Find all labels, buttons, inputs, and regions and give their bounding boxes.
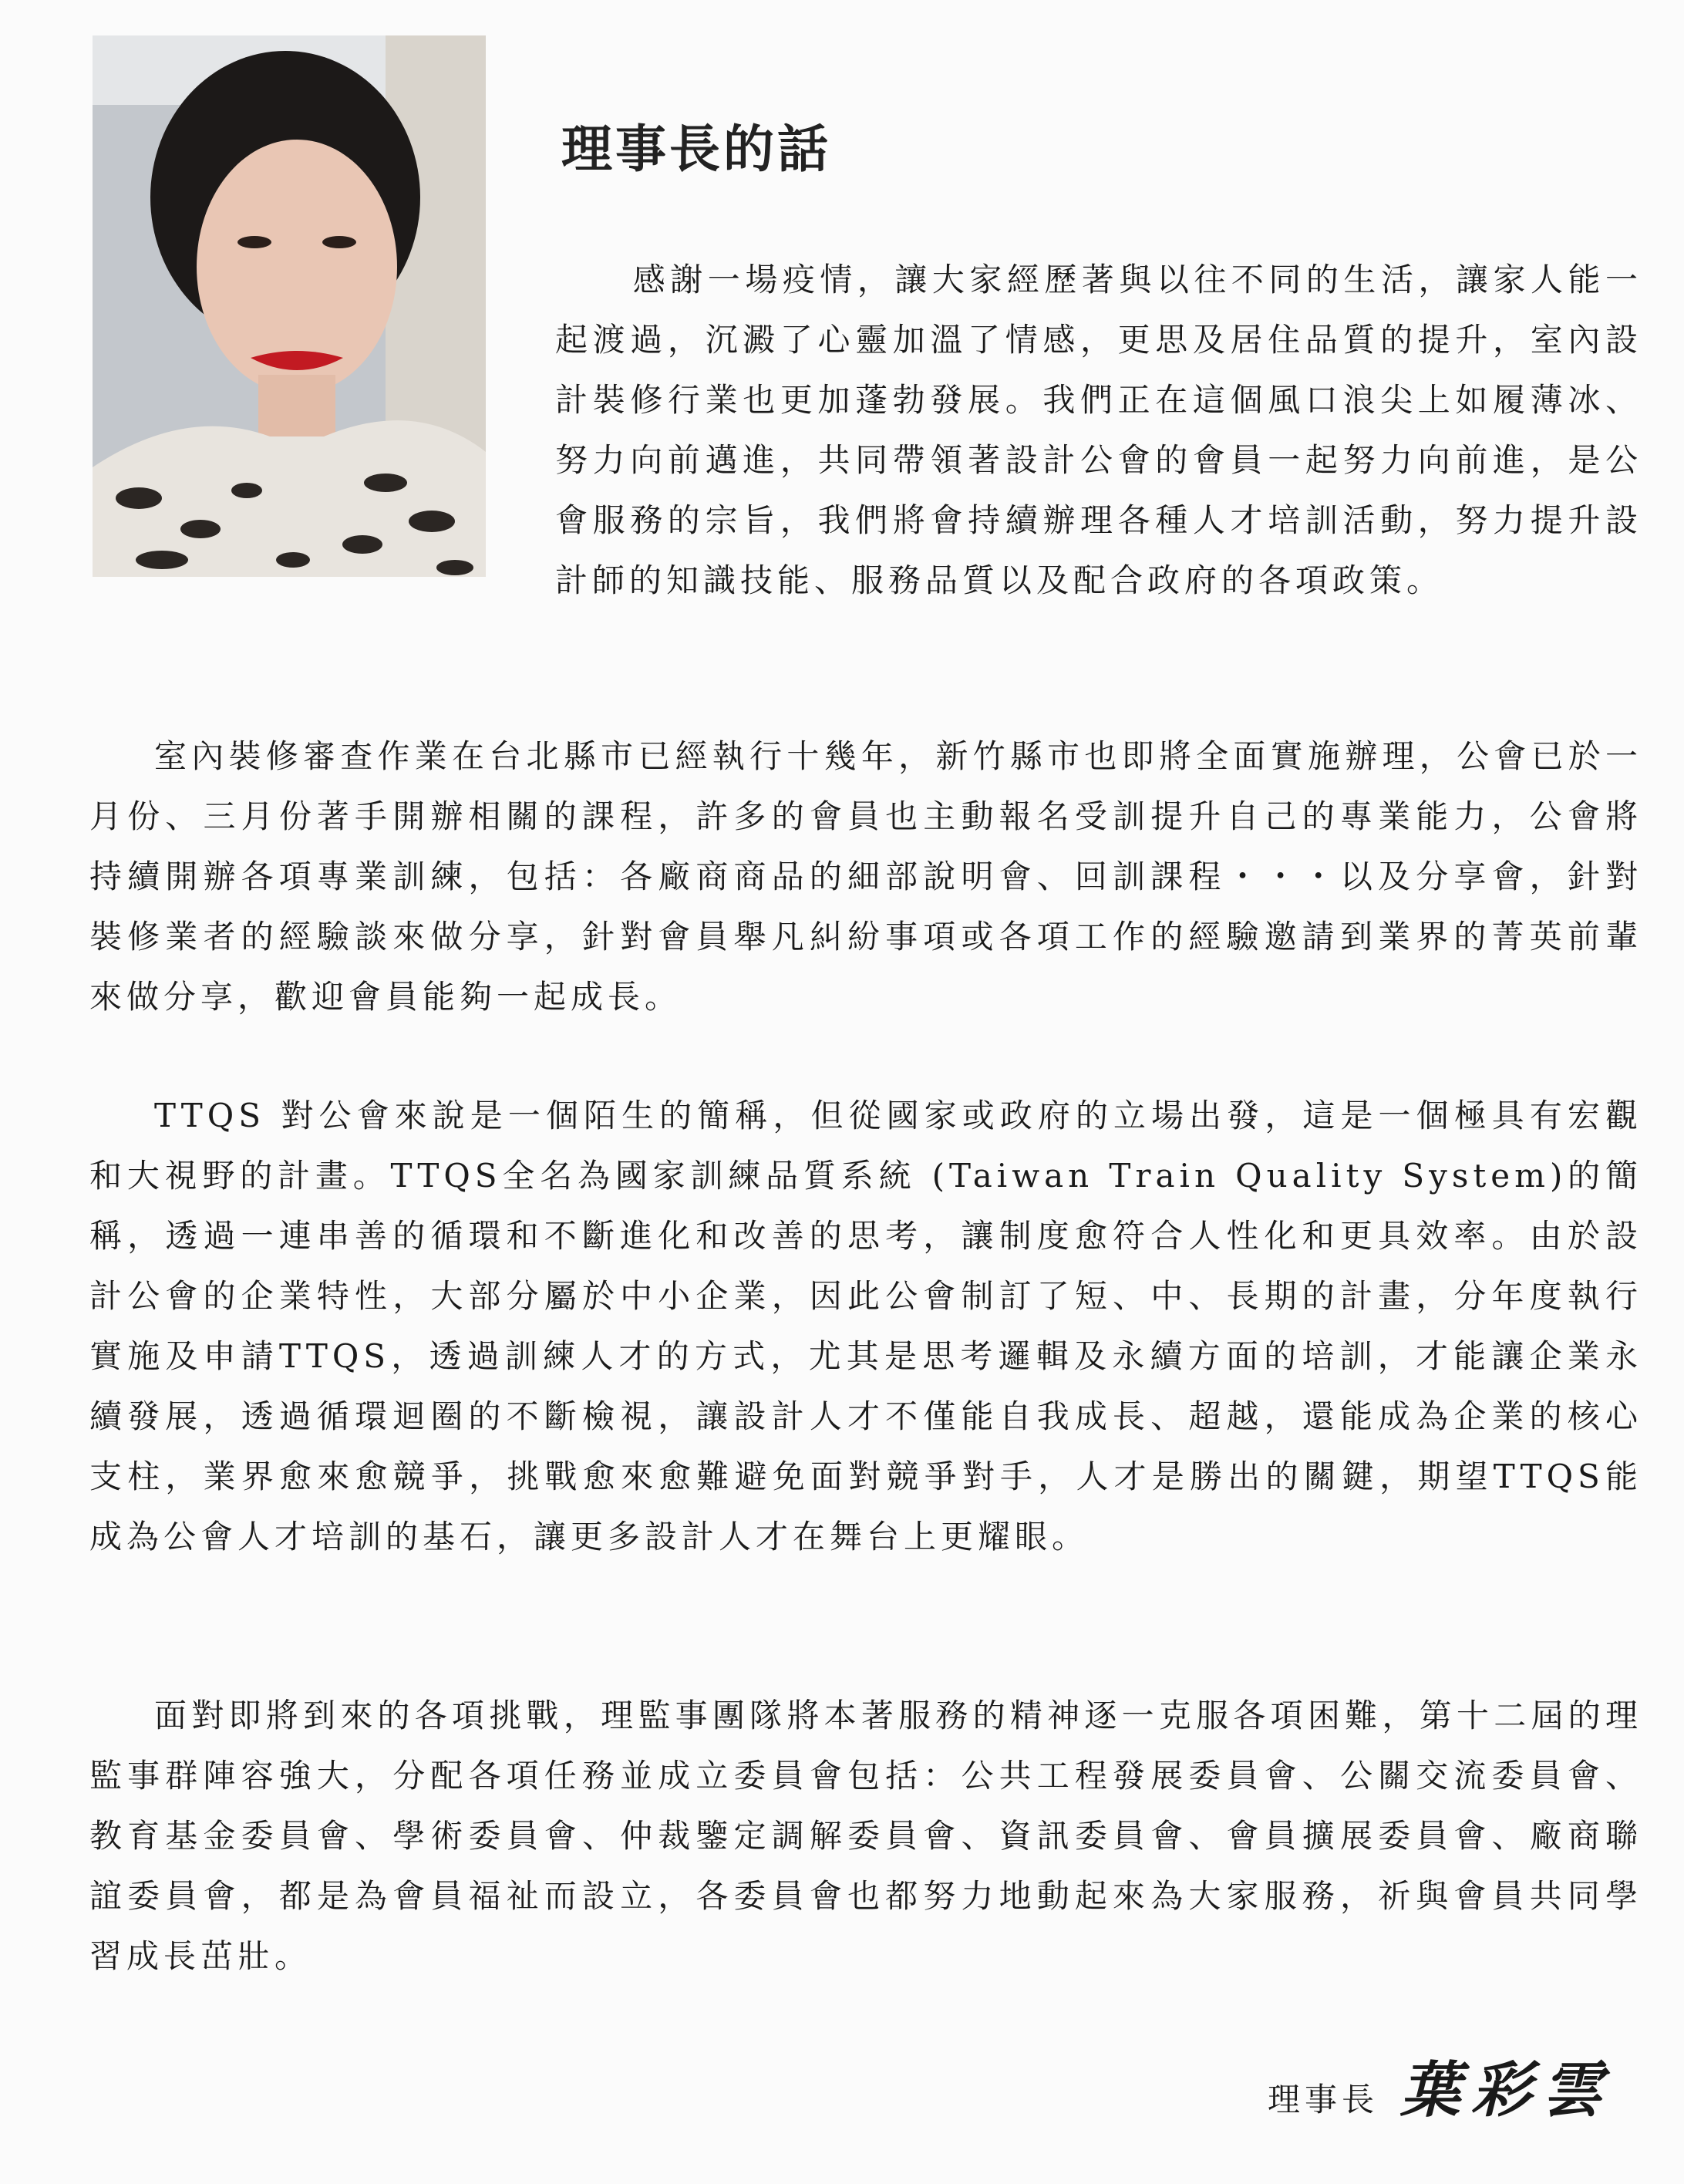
page-title: 理事長的話 xyxy=(561,120,831,179)
paragraph-2: 室內裝修審查作業在台北縣市已經執行十幾年，新竹縣市也即將全面實施辦理，公會已於一月份、三月份著手開辦相關的課程，許多的會員也主動報名受訓提升自己的專業能力，公會將持續開辦各項專業訓練，包括：各廠商商品的細部說明會、回訓課程・・・以及分享會，針對裝修業者的經驗談來做分享，針對會員舉凡糾紛事項或各項工作的經驗邀請到業界的菁英前輩來做分享，歡迎會員能夠一起成長。 xyxy=(89,737,1642,1016)
portrait-photo xyxy=(93,35,486,577)
signature-block xyxy=(1268,2042,1613,2128)
paragraph-4: 面對即將到來的各項挑戰，理監事團隊將本著服務的精神逐一克服各項困難，第十二屆的理監事群陣容強大，分配各項任務並成立委員會包括：公共工程發展委員會、公關交流委員會、教育基金委員會、學術委員會、仲裁鑒定調解委員會、資訊委員會、會員擴展委員會、廠商聯誼委員會，都是為會員福祉而設立，各委員會也都努力地動起來為大家服務，祈與會員共同學習成長茁壯。 xyxy=(89,1697,1642,1975)
paragraph-3: TTQS 對公會來說是一個陌生的簡稱，但從國家或政府的立場出發，這是一個極具有宏觀和大視野的計畫。TTQS全名為國家訓練品質系統 (Taiwan Train Quality System)的簡稱，透過一連串善的循環和不斷進化和改善的思考，讓制度愈符合人性化和更具效率。由於設計公會的企業特性，大部分屬於中小企業，因此公會制訂了短、中、長期的計畫，分年度執行實施及申請TTQS，透過訓練人才的方式，尤其是思考邏輯及永續方面的培訓，才能讓企業永續發展，透過循環迴圈的不斷檢視，讓設計人才不僅能自我成長、超越，還能成為企業的核心支柱，業界愈來愈競爭，挑戰愈來愈難避免面對競爭對手，人才是勝出的關鍵，期望TTQS能成為公會人才培訓的基石，讓更多設計人才在舞台上更耀眼。 xyxy=(89,1097,1642,1555)
portrait-illustration xyxy=(93,35,486,577)
signature-name: 葉彩雲 xyxy=(1399,2055,1613,2125)
paragraph-1: 感謝一場疫情，讓大家經歷著與以往不同的生活，讓家人能一起渡過，沉澱了心靈加溫了情感，更思及居住品質的提升，室內設計裝修行業也更加蓬勃發展。我們正在這個風口浪尖上如履薄冰、努力向前邁進，共同帶領著設計公會的會員一起努力向前進，是公會服務的宗旨，我們將會持續辦理各種人才培訓活動，努力提升設計師的知識技能、服務品質以及配合政府的各項政策。 xyxy=(555,261,1642,599)
signature-role: 理事長 xyxy=(1267,2081,1379,2118)
